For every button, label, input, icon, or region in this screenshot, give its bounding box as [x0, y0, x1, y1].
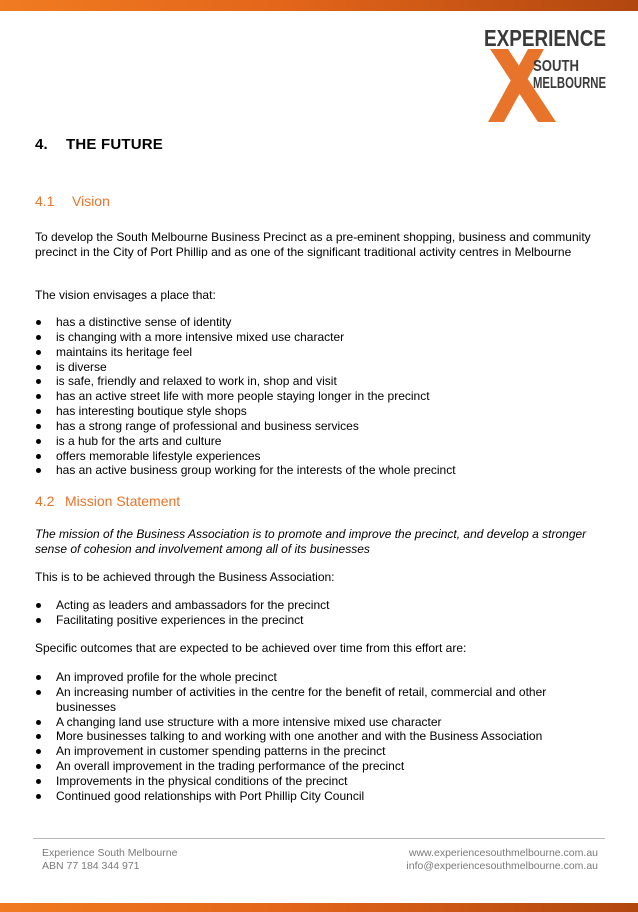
outcomes-lead: Specific outcomes that are expected to be achieved over time from this effort are:	[35, 641, 467, 655]
footer-divider	[33, 838, 605, 839]
list-item: has a distinctive sense of identity	[35, 315, 595, 330]
list-item: is diverse	[35, 360, 595, 375]
section-number: 4.	[35, 136, 48, 153]
logo-graphic	[484, 26, 608, 124]
list-item: is safe, friendly and relaxed to work in, shop and visit	[35, 374, 595, 389]
footer-website: www.experiencesouthmelbourne.com.au	[408, 847, 598, 859]
logo-text-south: SOUTH	[533, 58, 579, 75]
vision-heading	[35, 193, 110, 209]
list-item: has a strong range of professional and business services	[35, 419, 595, 434]
mission-title: Mission Statement	[65, 493, 181, 509]
section-heading	[35, 136, 163, 153]
list-item: has an active street life with more people staying longer in the precinct	[35, 389, 595, 404]
footer-email: info@experiencesouthmelbourne.com.au	[406, 860, 598, 872]
list-item: has interesting boutique style shops	[35, 404, 595, 419]
list-item: is a hub for the arts and culture	[35, 434, 595, 449]
footer-org-name: Experience South Melbourne	[42, 847, 178, 859]
footer-contact	[406, 847, 598, 873]
list-item: More businesses talking to and working with one another and with the Business Association	[35, 729, 595, 744]
footer-bar	[0, 903, 638, 912]
outcomes-list	[35, 670, 595, 804]
footer-abn: ABN 77 184 344 971	[42, 860, 140, 872]
list-item: An improved profile for the whole precinct	[35, 670, 595, 685]
footer-org-info	[42, 847, 177, 873]
list-item: maintains its heritage feel	[35, 345, 595, 360]
vision-list	[35, 315, 595, 478]
list-item: Facilitating positive experiences in the precinct	[35, 613, 595, 628]
list-item: Acting as leaders and ambassadors for the precinct	[35, 598, 595, 613]
list-item: Improvements in the physical conditions of the precinct	[35, 774, 595, 789]
vision-intro: To develop the South Melbourne Business Precinct as a pre-eminent shopping, business and community precinct in the City of Port Phillip and as one of the significant traditional activity centres in Melbourne	[35, 230, 591, 259]
list-item: has an active business group working for the interests of the whole precinct	[35, 463, 595, 478]
vision-lead: The vision envisages a place that:	[35, 288, 216, 302]
list-item: offers memorable lifestyle experiences	[35, 449, 595, 464]
list-item: Continued good relationships with Port Phillip City Council	[35, 789, 595, 804]
brand-logo	[484, 26, 608, 124]
logo-text-melbourne: MELBOURNE	[533, 75, 607, 92]
list-item: An improvement in customer spending patterns in the precinct	[35, 744, 595, 759]
mission-statement: The mission of the Business Association is to promote and improve the precinct, and develop a stronger sense of cohesion and involvement among all of its businesses	[35, 527, 587, 556]
list-item: An overall improvement in the trading performance of the precinct	[35, 759, 595, 774]
vision-number: 4.1	[35, 193, 55, 209]
section-title: THE FUTURE	[66, 136, 163, 153]
mission-list	[35, 598, 595, 628]
header-bar	[0, 0, 638, 11]
logo-text-experience: EXPERIENCE	[484, 25, 606, 51]
list-item: A changing land use structure with a more intensive mixed use character	[35, 715, 595, 730]
mission-number: 4.2	[35, 493, 55, 509]
mission-lead: This is to be achieved through the Business Association:	[35, 570, 335, 584]
list-item: An increasing number of activities in the centre for the benefit of retail, commercial and other businesses	[35, 685, 595, 715]
mission-heading	[35, 493, 180, 509]
vision-title: Vision	[72, 193, 110, 209]
list-item: is changing with a more intensive mixed use character	[35, 330, 595, 345]
